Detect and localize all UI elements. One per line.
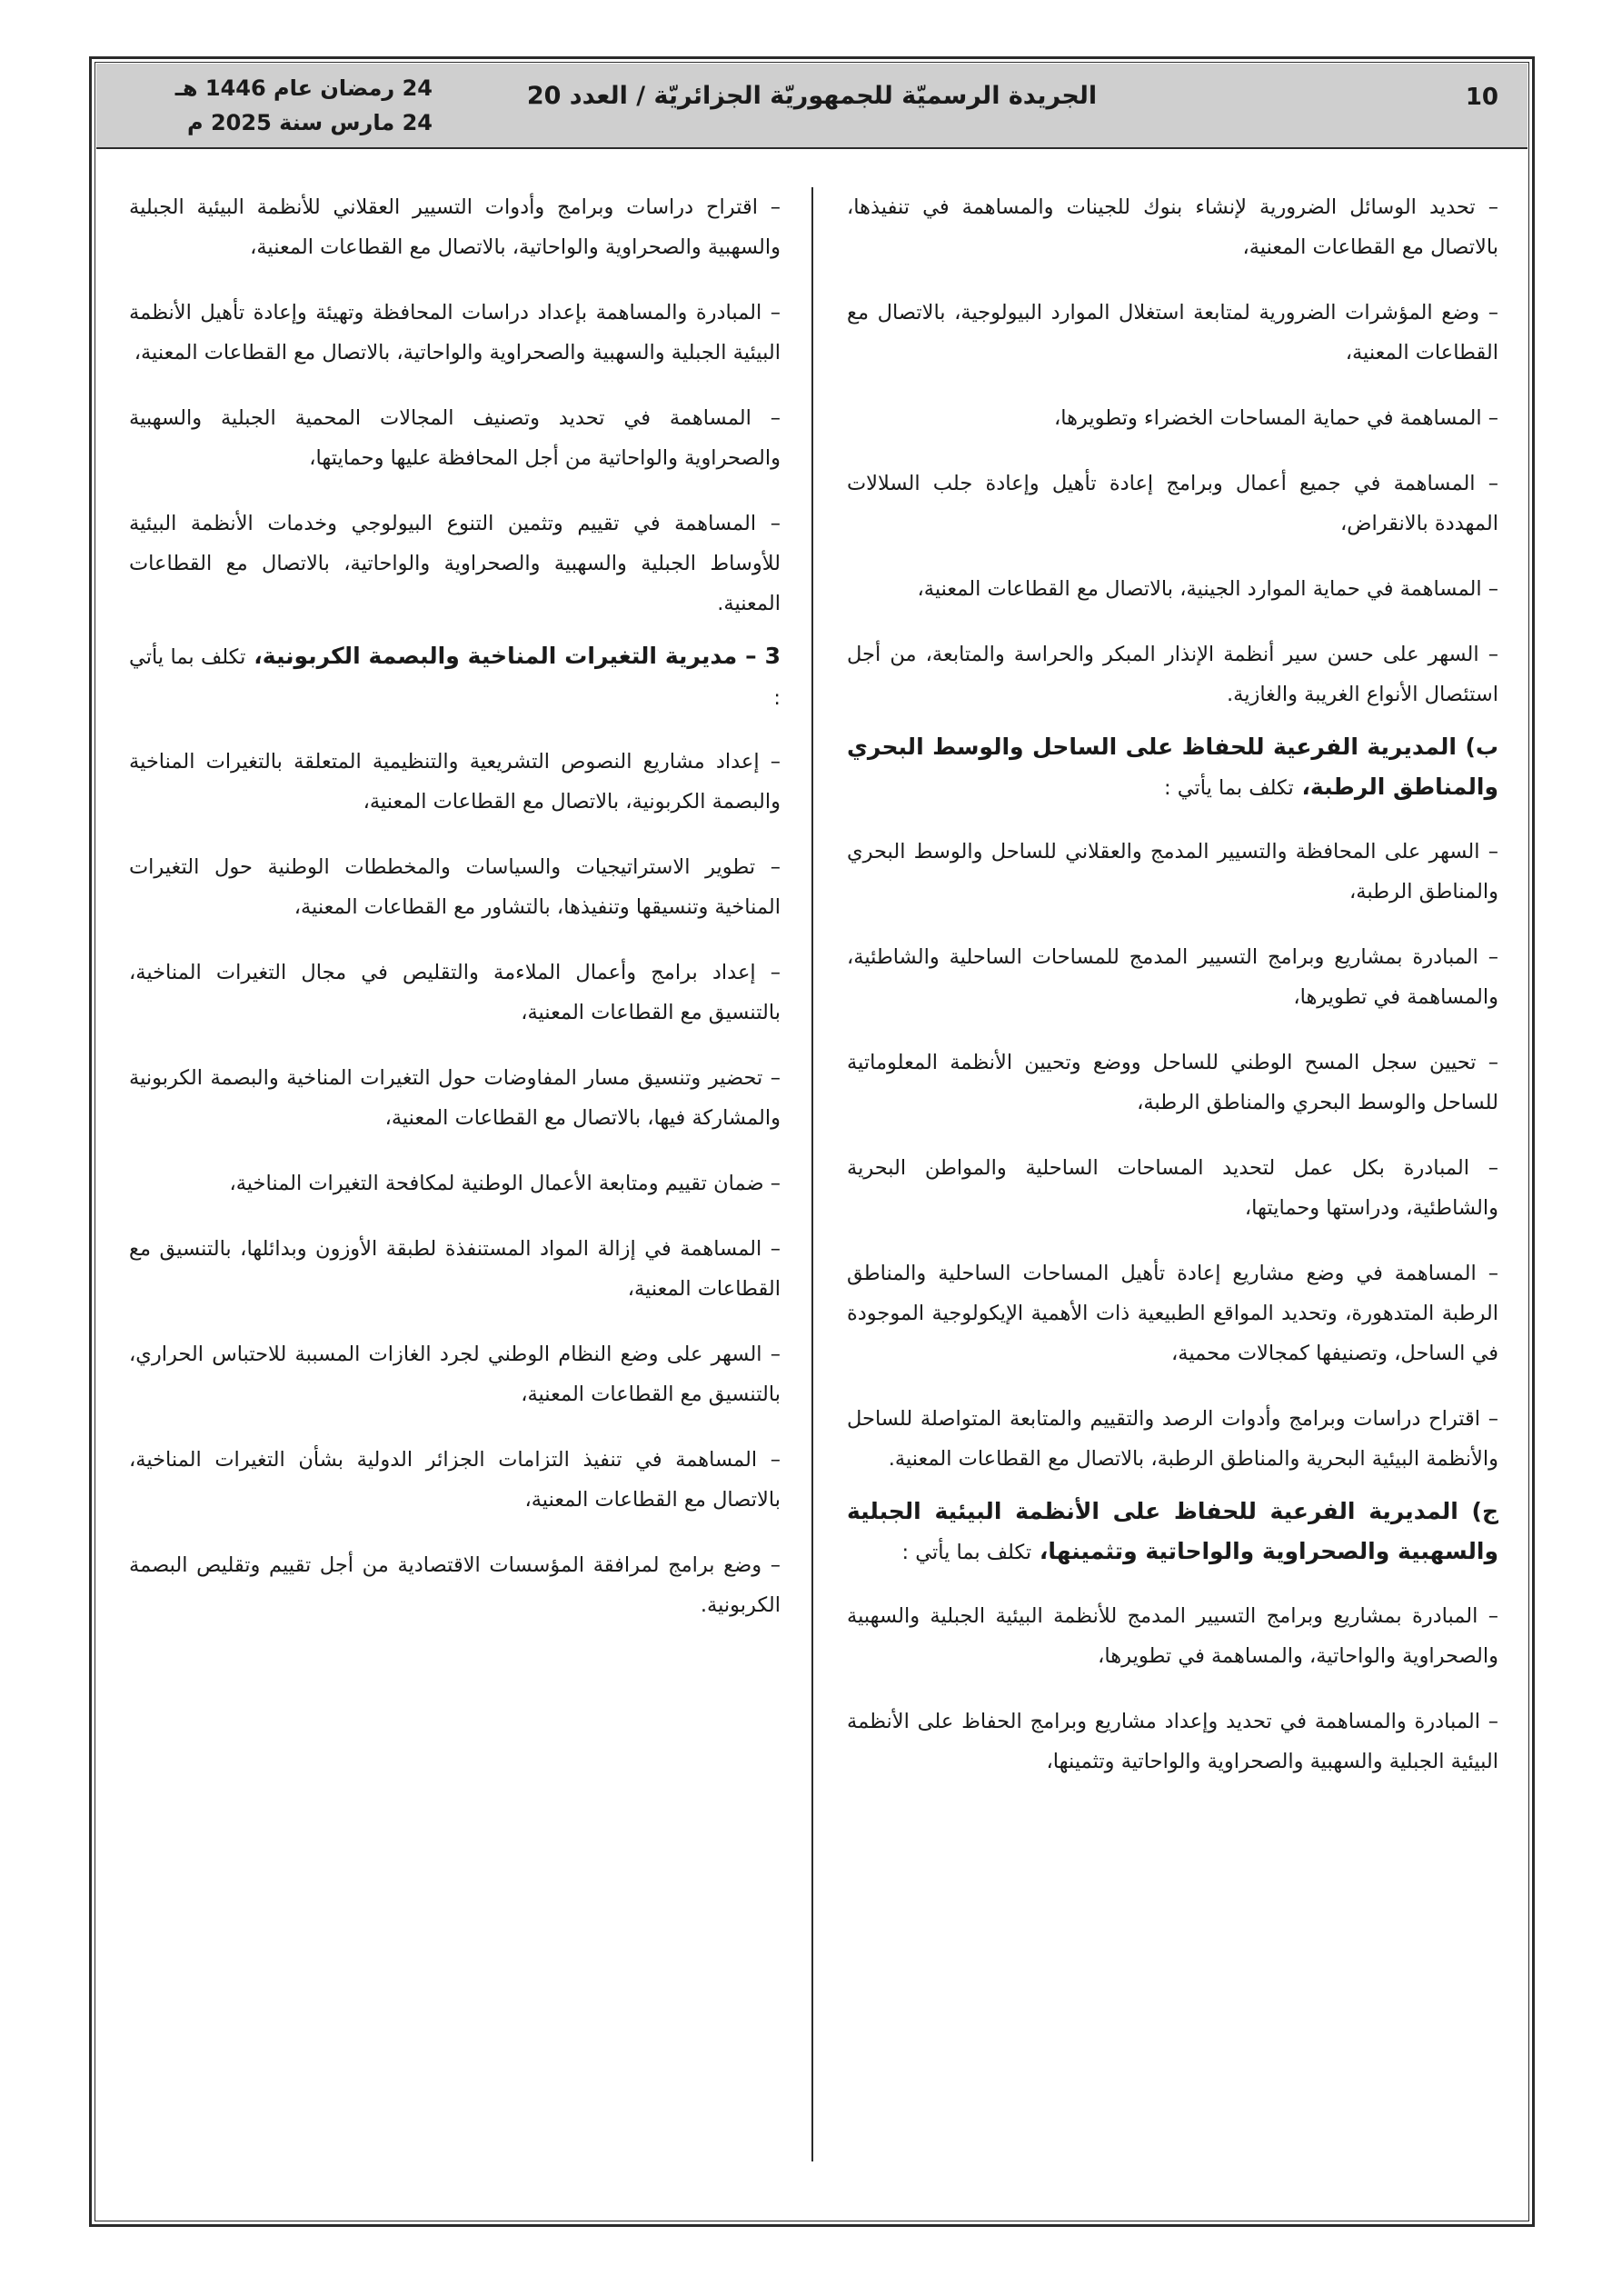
list-item: – السهر على حسن سير أنظمة الإنذار المبكر والحراسة والمتابعة، من أجل استئصال الأنواع الغريبة والغازية. bbox=[847, 643, 1498, 706]
list-item: – المبادرة والمساهمة في تحديد وإعداد مشاريع وبرامج الحفاظ على الأنظمة البيئية الجبلية والسهبية والصحراوية والواحاتية وتثمينها، bbox=[847, 1710, 1498, 1773]
section-heading-3-tail: تكلف بما يأتي : bbox=[129, 645, 781, 710]
section-heading-c-tail: تكلف بما يأتي : bbox=[901, 1541, 1032, 1564]
list-item: – اقتراح دراسات وبرامج وأدوات الرصد والتقييم والمتابعة المتواصلة للساحل والأنظمة البيئية البحرية والمناطق الرطبة، بالاتصال مع القطاعات المعنية. bbox=[847, 1407, 1498, 1471]
list-item: – السهر على المحافظة والتسيير المدمج والعقلاني للساحل والوسط البحري والمناطق الرطبة، bbox=[847, 840, 1498, 903]
list-item: – إعداد برامج وأعمال الملاءمة والتقليص في مجال التغيرات المناخية، بالتنسيق مع القطاعات المعنية، bbox=[129, 961, 781, 1024]
list-item: – تحديد الوسائل الضرورية لإنشاء بنوك للجينات والمساهمة في تنفيذها، بالاتصال مع القطاعات المعنية، bbox=[847, 195, 1498, 259]
list-item: – المساهمة في تقييم وتثمين التنوع البيولوجي وخدمات الأنظمة البيئية للأوساط الجبلية والسهبية والصحراوية والواحاتية، بالاتصال مع القطاعات المعنية. bbox=[129, 512, 781, 615]
list-item: – تحضير وتنسيق مسار المفاوضات حول التغيرات المناخية والبصمة الكربونية والمشاركة فيها، بالاتصال مع القطاعات المعنية، bbox=[129, 1066, 781, 1130]
list-item: – المساهمة في حماية الموارد الجينية، بالاتصال مع القطاعات المعنية، bbox=[917, 577, 1498, 601]
right-column bbox=[847, 187, 1498, 1807]
section-heading-b-title: ب) المديرية الفرعية للحفاظ على الساحل والوسط البحري والمناطق الرطبة، bbox=[847, 734, 1498, 800]
list-item: – وضع المؤشرات الضرورية لمتابعة استغلال الموارد البيولوجية، بالاتصال مع القطاعات المعنية، bbox=[847, 301, 1498, 364]
section-heading-3-title: 3 – مديرية التغيرات المناخية والبصمة الكربونية، bbox=[254, 643, 781, 669]
list-item: – ضمان تقييم ومتابعة الأعمال الوطنية لمكافحة التغيرات المناخية، bbox=[229, 1172, 781, 1195]
list-item: – وضع برامج لمرافقة المؤسسات الاقتصادية من أجل تقييم وتقليص البصمة الكربونية. bbox=[129, 1553, 781, 1617]
list-item: – إعداد مشاريع النصوص التشريعية والتنظيمية المتعلقة بالتغيرات المناخية والبصمة الكربونية، بالاتصال مع القطاعات المعنية، bbox=[129, 750, 781, 814]
left-column bbox=[129, 187, 781, 1651]
list-item: – المبادرة والمساهمة بإعداد دراسات المحافظة وتهيئة وإعادة تأهيل الأنظمة البيئية الجبلية والسهبية والصحراوية والواحاتية، بالاتصال مع القطاعات المعنية، bbox=[129, 301, 781, 364]
column-divider bbox=[811, 187, 813, 2161]
page-number: 10 bbox=[1465, 84, 1498, 111]
list-item: – المساهمة في جميع أعمال وبرامج إعادة تأهيل وإعادة جلب السلالات المهددة بالانقراض، bbox=[847, 472, 1498, 535]
page-header bbox=[96, 64, 1527, 149]
list-item: – اقتراح دراسات وبرامج وأدوات التسيير العقلاني للأنظمة البيئية الجبلية والسهبية والصحراوية والواحاتية، بالاتصال مع القطاعات المعنية، bbox=[129, 195, 781, 259]
list-item: – المساهمة في حماية المساحات الخضراء وتطويرها، bbox=[1054, 406, 1498, 430]
list-item: – تطوير الاستراتيجيات والسياسات والمخططات الوطنية حول التغيرات المناخية وتنسيقها وتنفيذها، بالتشاور مع القطاعات المعنية، bbox=[129, 855, 781, 919]
section-heading-3 bbox=[129, 636, 781, 718]
list-item: – المساهمة في تنفيذ التزامات الجزائر الدولية بشأن التغيرات المناخية، بالاتصال مع القطاعات المعنية، bbox=[129, 1448, 781, 1512]
section-heading-c bbox=[847, 1492, 1498, 1572]
list-item: – المبادرة بكل عمل لتحديد المساحات الساحلية والمواطن البحرية والشاطئية، ودراستها وحمايتها، bbox=[847, 1156, 1498, 1220]
list-item: – السهر على وضع النظام الوطني لجرد الغازات المسببة للاحتباس الحراري، بالتنسيق مع القطاعات المعنية، bbox=[129, 1343, 781, 1406]
section-heading-c-title: ج) المديرية الفرعية للحفاظ على الأنظمة البيئية الجبلية والسهبية والصحراوية والواحاتية وتثمينها، bbox=[847, 1498, 1498, 1564]
list-item: – تحيين سجل المسح الوطني للساحل ووضع وتحيين الأنظمة المعلوماتية للساحل والوسط البحري والمناطق الرطبة، bbox=[847, 1051, 1498, 1114]
gregorian-date: 24 مارس سنة 2025 م bbox=[187, 110, 433, 135]
list-item: – المبادرة بمشاريع وبرامج التسيير المدمج للمساحات الساحلية والشاطئية، والمساهمة في تطويرها، bbox=[847, 945, 1498, 1009]
section-heading-b-tail: تكلف بما يأتي : bbox=[1163, 776, 1294, 800]
journal-title: الجريدة الرسميّة للجمهوريّة الجزائريّة / العدد 20 bbox=[526, 82, 1098, 110]
list-item: – المساهمة في إزالة المواد المستنفذة لطبقة الأوزون وبدائلها، بالتنسيق مع القطاعات المعنية، bbox=[129, 1237, 781, 1301]
list-item: – المبادرة بمشاريع وبرامج التسيير المدمج للأنظمة البيئية الجبلية والسهبية والصحراوية والواحاتية، والمساهمة في تطويرها، bbox=[847, 1604, 1498, 1668]
issue-date bbox=[133, 71, 433, 140]
hijri-date: 24 رمضان عام 1446 هـ bbox=[174, 75, 433, 101]
list-item: – المساهمة في وضع مشاريع إعادة تأهيل المساحات الساحلية والمناطق الرطبة المتدهورة، وتحديد المواقع الطبيعية ذات الأهمية الإيكولوجية الموجودة في الساحل، وتصنيفها كمجالات محمية، bbox=[847, 1262, 1498, 1365]
section-heading-b bbox=[847, 727, 1498, 808]
list-item: – المساهمة في تحديد وتصنيف المجالات المحمية الجبلية والسهبية والصحراوية والواحاتية من أجل المحافظة عليها وحمايتها، bbox=[129, 406, 781, 470]
